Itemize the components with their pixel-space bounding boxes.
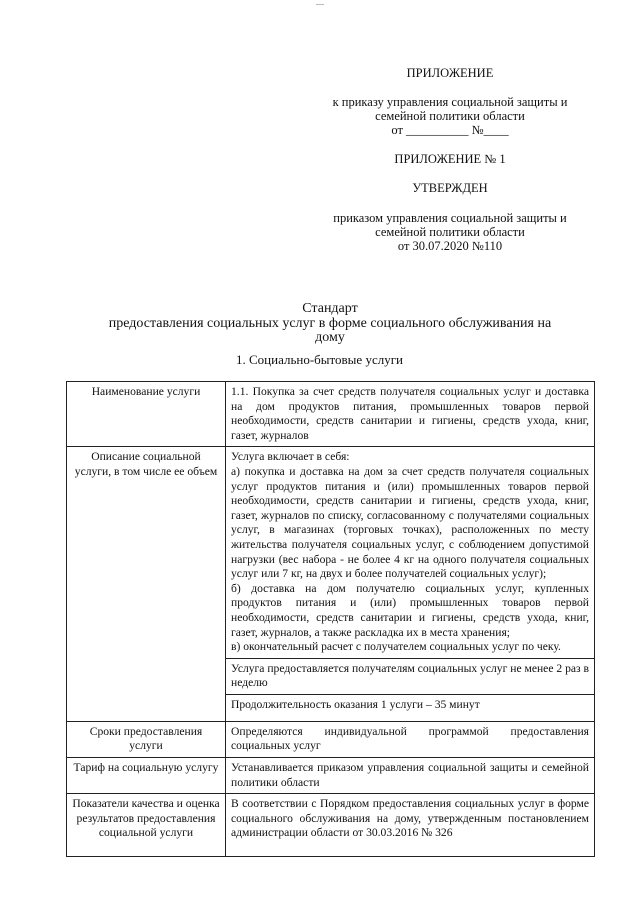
approved-heading: УТВЕРЖДЕН [412,181,488,195]
order-reference-line: семейной политики области [375,109,525,123]
approval-date: от 30.07.2020 №110 [397,239,503,253]
document-title [60,302,600,346]
table-row [67,721,595,757]
tariff-value: Устанавливается приказом управления социальной защиты и семейной политики области [226,758,595,794]
approval-line: приказом управления социальной защиты и [333,211,567,225]
description-item-c: в) окончательный расчет с получателем социальных услуг по чеку. [231,640,561,654]
description-item-a: а) покупка и доставка на дом за счет средств получателя социальных услуг продуктов питания и (или) промышленных товаров первой необходимости, средств санитарии и гигиены, средств ухода, книг, газет, журналов по списку, согласованному с получателями социальных услуг, в магазинах (торговых точках), расположенных по месту жительства получателя социальных услуг, с соблюдением допустимой нагрузки (вес набора - не более 4 кг на одного получателя социальных услуг или 7 кг, на двух и более получателей социальных услуг); [231,464,589,581]
terms-label: Сроки предоставления услуги [67,721,226,757]
section-heading: 1. Социально-бытовые услуги [236,352,403,367]
approval-line: семейной политики области [375,225,525,239]
order-reference [300,95,600,137]
description-content [226,447,595,658]
table-row [67,794,595,857]
appendix-heading: ПРИЛОЖЕНИЕ [406,66,494,80]
table-row [67,382,595,447]
title-line: предоставления социальных услуг в форме социального обслуживания на [108,315,552,331]
appendix-number: ПРИЛОЖЕНИЕ № 1 [394,152,506,166]
description-label: Описание социальной услуги, в том числе ее объем [67,447,226,722]
description-item-b: б) доставка на дом получателю социальных услуг, купленных продуктов питания и (или) промышленных товаров первой необходимости, средств санитарии и гигиены, средств ухода, книг, газет, журналов, а также раскладка их в места хранения; [231,581,589,639]
service-name-value: 1.1. Покупка за счет средств получателя социальных услуг и доставка на дом продуктов питания, промышленных товаров первой необходимости, средств санитарии и гигиены, средств ухода, книг, газет, журналов [226,382,595,447]
title-line: Стандарт [302,301,358,316]
duration-value: Продолжительность оказания 1 услуги – 35 минут [226,694,595,721]
order-reference-line: к приказу управления социальной защиты и [332,95,568,109]
tariff-label: Тариф на социальную услугу [67,758,226,794]
approval-reference [300,211,600,253]
frequency-value: Услуга предоставляется получателям социальных услуг не менее 2 раз в неделю [226,658,595,694]
terms-value: Определяются индивидуальной программой предоставления социальных услуг [226,721,595,757]
order-date-line: от __________ №____ [391,123,509,137]
standard-table [66,381,595,857]
description-intro: Услуга включает в себя: [231,450,350,464]
quality-label: Показатели качества и оценка результатов предоставления социальной услуги [67,794,226,857]
table-row [67,447,595,658]
scan-mark [316,4,324,5]
service-name-label: Наименование услуги [67,382,226,447]
quality-value: В соответствии с Порядком предоставления социальных услуг в форме социального обслуживания на дому, утвержденным постановлением администрации области от 30.03.2016 № 326 [226,794,595,857]
title-line: дому [315,330,345,345]
table-row [67,758,595,794]
